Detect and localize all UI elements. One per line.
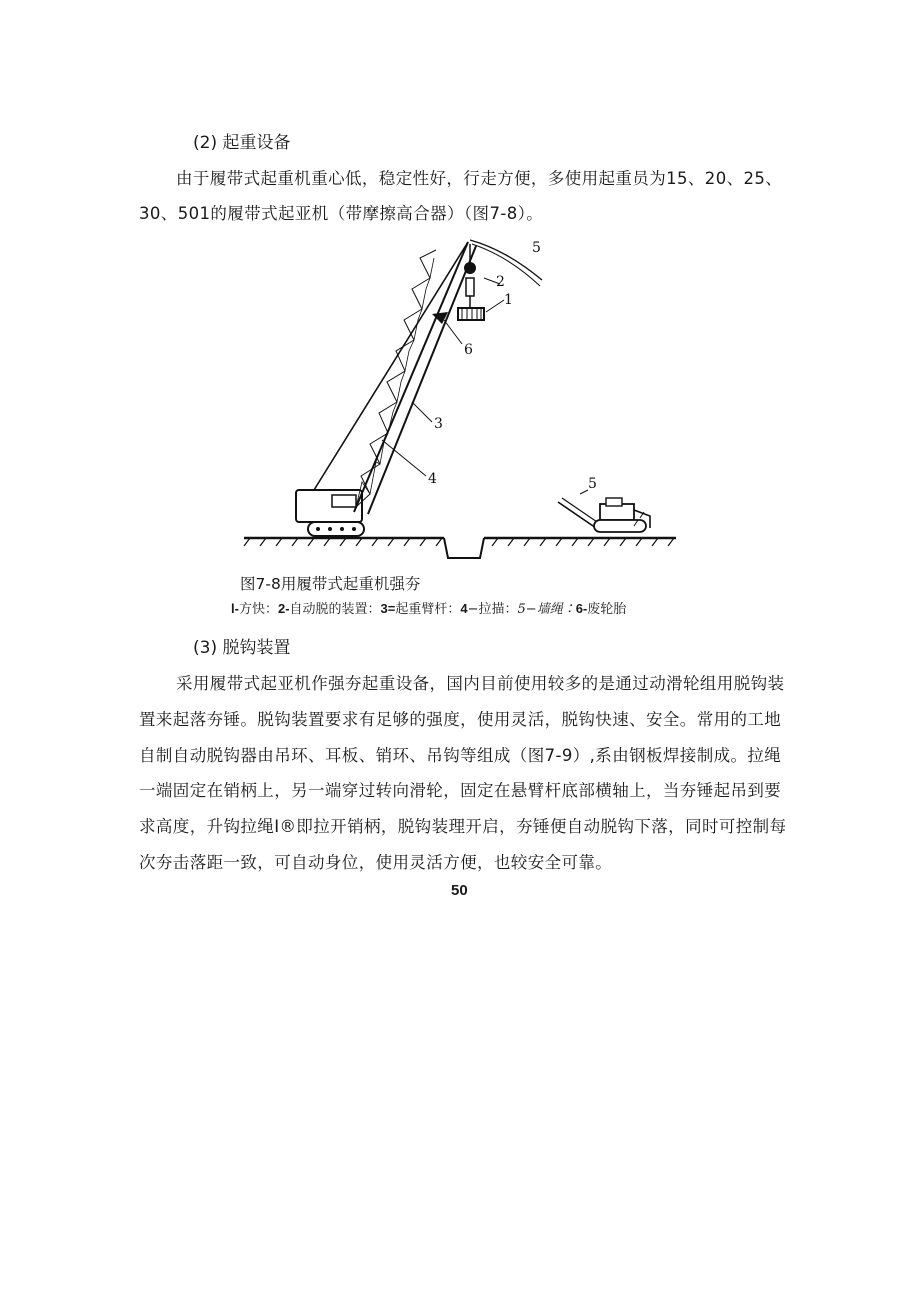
label-5-upper: 5 [532, 240, 541, 256]
label-5-lower: 5 [588, 476, 597, 492]
crawler-crane-figure [236, 232, 684, 562]
legend-value-1: 方快： [238, 602, 278, 617]
tamping-pit [444, 538, 484, 558]
legend-key-6: 6- [575, 601, 588, 616]
page-number: 50 [451, 882, 468, 899]
paragraph-line: 自制自动脱钩器由吊环、耳板、销环、吊钩等组成（图7-9）,系由钢板焊接制成。拉绳 [139, 746, 782, 765]
paragraph-line: 置来起落夯锤。脱钩装置要求有足够的强度，使用灵活，脱钩快速、安全。常用的工地 [139, 710, 782, 729]
pendant-line [314, 242, 468, 490]
section-heading-release-device: (3) 脱钩装置 [193, 638, 291, 658]
legend-key-2: 2- [277, 601, 290, 616]
label-6: 6 [464, 342, 473, 358]
label-1: 1 [504, 292, 513, 308]
legend-key-5: 5−墙绳∶ [517, 602, 576, 617]
anchor-bulldozer [558, 498, 650, 532]
figure-legend [231, 598, 626, 617]
label-2: 2 [496, 274, 505, 290]
legend-value-3: 起重臂杆： [395, 602, 461, 617]
section-heading-lifting-equipment: (2) 起重设备 [193, 133, 291, 153]
paragraph-line: 30、501的履带式起亚机（带摩擦高合器）（图7-8）。 [139, 204, 544, 223]
legend-key-3: 3= [380, 601, 396, 616]
legend-value-2: 自动脱的装置： [289, 602, 381, 617]
paragraph-line: 一端固定在销柄上，另一端穿过转向滑轮，固定在悬臂杆底部横轴上，当夯锤起吊到要 [139, 781, 782, 800]
legend-value-4: −拉描： [467, 602, 518, 617]
paragraph-line: 次夯击落距一致，可自动身位，使用灵活方便，也较安全可靠。 [139, 853, 613, 872]
label-3: 3 [434, 416, 443, 432]
release-device [464, 262, 476, 274]
legend-value-6: 废轮胎 [587, 602, 627, 617]
legend-key-4: 4 [460, 601, 468, 616]
legend-key-1: l- [231, 601, 239, 616]
figure-caption: 图7-8用履带式起重机强夯 [240, 575, 421, 593]
paragraph-line: 由于履带式起重机重心低，稳定性好，行走方便，多使用起重员为15、20、25、 [176, 169, 783, 188]
lattice-boom [354, 242, 476, 514]
paragraph-line: 采用履带式起亚机作强夯起重设备，国内目前使用较多的是通过动滑轮组用脱钩装 [176, 674, 785, 693]
label-4: 4 [428, 471, 437, 487]
paragraph-line: 求高度，升钩拉绳I®即拉开销柄，脱钩装理开启，夯锤便自动脱钩下落，同时可控制每 [139, 817, 787, 836]
